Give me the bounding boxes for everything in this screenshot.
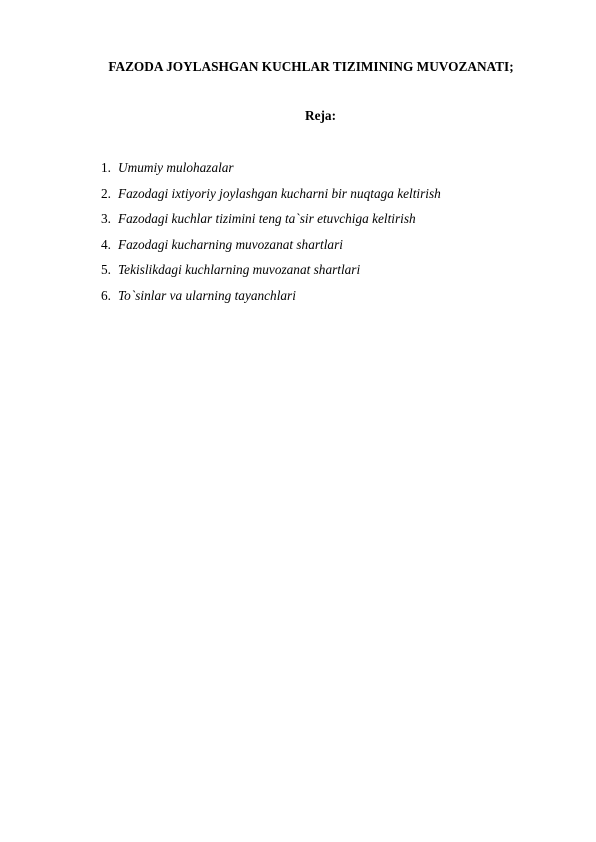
plan-item-text: Tekislikdagi kuchlarning muvozanat shartlari: [118, 262, 361, 278]
plan-item-number: 4.: [101, 236, 111, 252]
plan-item-text: Fazodagi kucharning muvozanat shartlari: [118, 236, 343, 252]
plan-item-6: [101, 288, 441, 304]
plan-heading: Reja:: [304, 108, 336, 123]
plan-item-number: 2.: [101, 185, 111, 201]
plan-item-5: [101, 262, 441, 278]
plan-list: [101, 160, 441, 314]
plan-item-4: [101, 237, 441, 253]
plan-item-text: Umumiy mulohazalar: [118, 160, 234, 175]
plan-item-text: Fazodagi ixtiyoriy joylashgan kucharni bir nuqtaga keltirish: [118, 185, 441, 201]
plan-item-text: Fazodagi kuchlar tizimini teng ta`sir etuvchiga keltirish: [118, 211, 416, 227]
plan-item-2: [101, 186, 441, 202]
plan-item-number: 5.: [101, 262, 111, 278]
plan-item-number: 3.: [101, 211, 111, 227]
plan-item-1: [101, 160, 441, 176]
plan-item-number: 1.: [101, 160, 111, 175]
document-title: FAZODA JOYLASHGAN KUCHLAR TIZIMINING MUVOZANATI;: [108, 59, 514, 74]
plan-item-number: 6.: [101, 287, 111, 303]
plan-item-text: To`sinlar va ularning tayanchlari: [118, 287, 296, 303]
plan-item-3: [101, 211, 441, 227]
